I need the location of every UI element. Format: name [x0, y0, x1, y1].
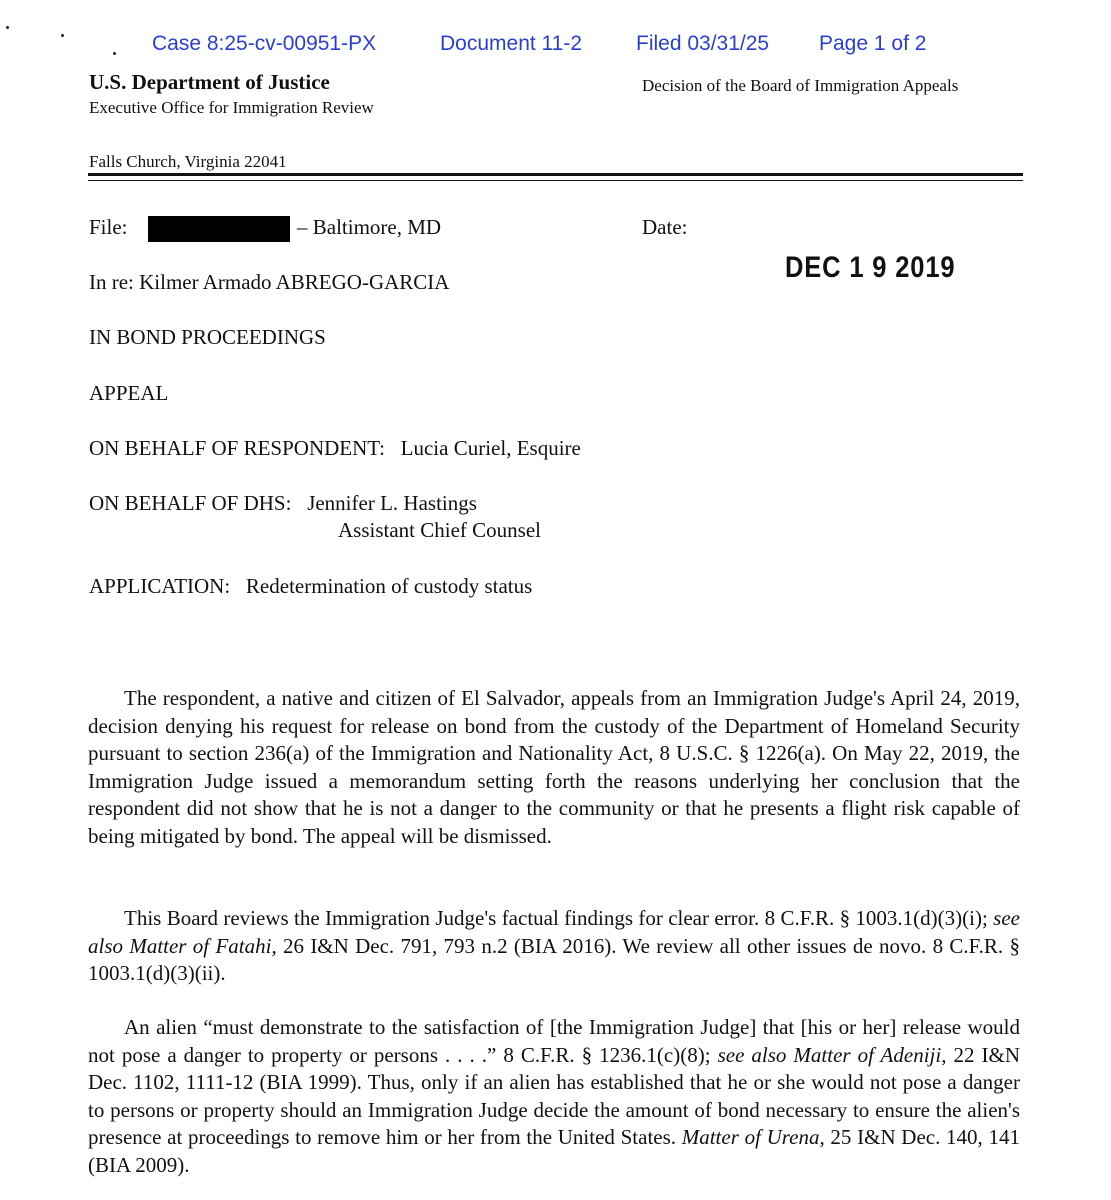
dhs-counsel: ON BEHALF OF DHS: Jennifer L. Hastings — [89, 491, 477, 515]
body-paragraph-2 — [88, 905, 1020, 988]
case-number-stamp: Case 8:25-cv-00951-PX — [152, 32, 377, 55]
date-label: Date: — [642, 215, 688, 239]
application-line: APPLICATION: Redetermination of custody status — [89, 574, 533, 598]
dhs-counsel-title: Assistant Chief Counsel — [338, 518, 541, 542]
scan-speck — [61, 34, 64, 37]
file-label: File: — [89, 215, 128, 239]
board-decision-title: Decision of the Board of Immigration Appeals — [642, 76, 959, 95]
redaction-box — [148, 216, 290, 242]
in-re-line: In re: Kilmer Armado ABREGO-GARCIA — [89, 270, 450, 294]
page-number-stamp: Page 1 of 2 — [819, 32, 927, 55]
office-name: Executive Office for Immigration Review — [89, 98, 374, 117]
case-citation-fatahi: see also Matter of Fatahi — [88, 906, 1020, 958]
paragraph-2-text: This Board reviews the Immigration Judge's factual findings for clear error. 8 C.F.R. § 1003.1(d)(3)(i); — [124, 906, 994, 930]
decision-date-stamp: DEC 1 9 2019 — [785, 251, 956, 284]
body-paragraph-1: The respondent, a native and citizen of El Salvador, appeals from an Immigration Judge's April 24, 2019, decision denying his request for release on bond from the custody of the Department of Homeland Security pursuant to section 236(a) of the Immigration and Nationality Act, 8 U.S.C. § 1226(a). On May 22, 2019, the Immigration Judge issued a memorandum setting forth the reasons underlying her conclusion that the respondent did not show that he is not a danger to the community or that he presents a flight risk capable of being mitigated by bond. The appeal will be dismissed. — [88, 686, 1020, 848]
header-rule-thick — [88, 173, 1023, 176]
case-citation-urena: Matter of Urena — [681, 1125, 820, 1149]
body-paragraph-3 — [88, 1014, 1020, 1179]
respondent-counsel: ON BEHALF OF RESPONDENT: Lucia Curiel, Esquire — [89, 436, 581, 460]
document-number-stamp: Document 11-2 — [440, 32, 583, 55]
filed-date-stamp: Filed 03/31/25 — [636, 32, 770, 55]
scan-speck — [113, 52, 116, 55]
header-rule-thin — [88, 180, 1023, 181]
proceedings-type: IN BOND PROCEEDINGS — [89, 325, 326, 349]
scan-speck — [6, 26, 9, 29]
agency-name: U.S. Department of Justice — [89, 70, 330, 94]
office-location: Falls Church, Virginia 22041 — [89, 152, 287, 171]
paragraph-3-text: An alien “must demonstrate to the satisfaction of [the Immigration Judge] that [his or her] release would not pose a danger to property or persons . . . .” 8 C.F.R. § 1236.1(c)(8); — [88, 1015, 1020, 1067]
paragraph-3-text: , 22 I&N Dec. 1102, 1111-12 (BIA 1999). Thus, only if an alien has established that he or she would not pose a danger to persons or property should an Immigration Judge decide the amount of bond necessary to ensure the alien's presence at proceedings to remove him or her from the United States. — [88, 1042, 1020, 1149]
paragraph-3-text: , 25 I&N Dec. 140, 141 (BIA 2009). — [88, 1125, 1021, 1177]
file-location: – Baltimore, MD — [297, 215, 442, 239]
appeal-label: APPEAL — [89, 381, 169, 405]
case-citation-adeniji: see also Matter of Adeniji — [717, 1042, 942, 1067]
paragraph-2-text: , 26 I&N Dec. 791, 793 n.2 (BIA 2016). We review all other issues de novo. 8 C.F.R. § 1003.1(d)(3)(ii). — [88, 933, 1020, 985]
